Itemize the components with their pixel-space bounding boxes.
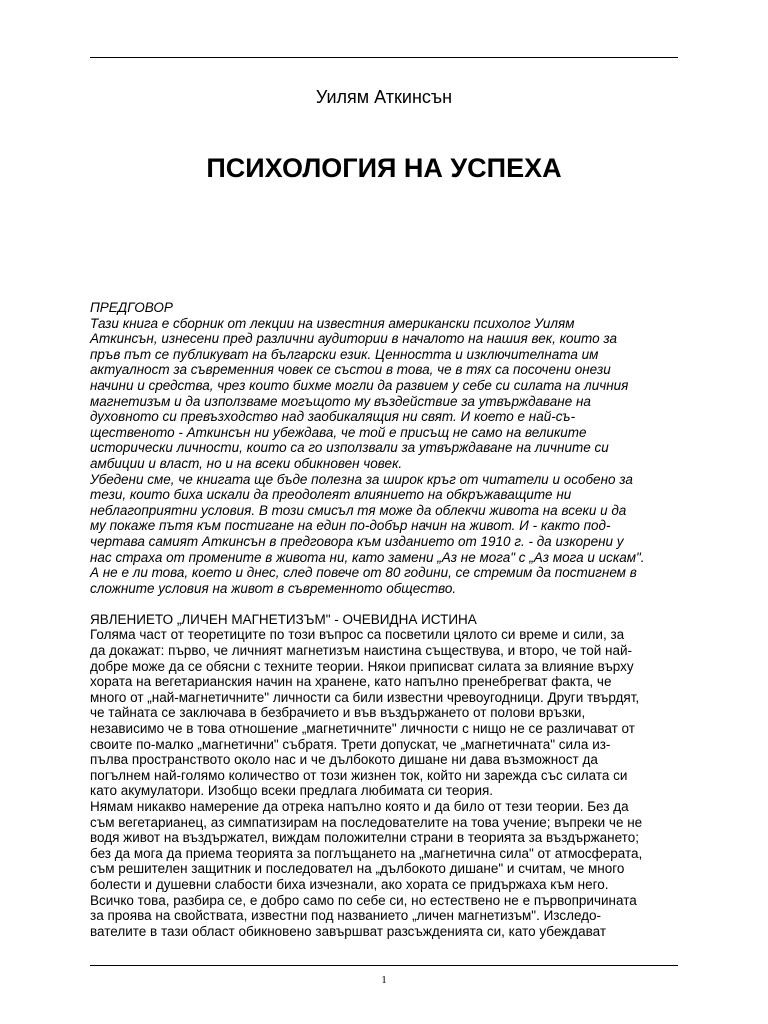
preface-text-line: нас страха от промените в живота ни, като замени „Аз не мога" с „Аз мога и искам". — [90, 549, 645, 565]
preface-text-line: начини и средства, чрез които бихме могли да развием у себе си силата на личния — [90, 377, 629, 393]
preface-text-line: исторически личности, които са го използвали за утвърждаване на личните си — [90, 440, 609, 456]
section-gap — [90, 596, 682, 612]
preface-text-line: амбиции и власт, но и на всеки обикновен човек. — [90, 455, 403, 471]
chapter-text-line: хората на вегетарианския начин на хранене, като напълно пренебрегват факта, че — [90, 674, 612, 690]
preface-heading: ПРЕДГОВОР — [90, 300, 173, 315]
preface-text-line: сложните условия на живот в съвременното общество. — [90, 580, 457, 596]
chapter-text-line: за проява на свойствата, известни под названието „личен магнетизъм". Изследо- — [90, 908, 602, 924]
chapter-text-line: независимо че в това отношение „магнетичните" личности с нищо не се различават от — [90, 721, 635, 737]
chapter-text-line: погълнем най-голямо количество от този жизнен ток, който ни зарежда със силата си — [90, 767, 628, 783]
body-text — [90, 300, 682, 939]
preface-text-line: чертава самият Аткинсън в предговора към изданието от 1910 г. - да изкорени у — [90, 533, 624, 549]
chapter-text-line: водя живот на въздържател, виждам положителни страни в теорията за въздържането; — [90, 830, 639, 846]
preface-text-line: му покаже пътя към постигане на един по-добър начин на живот. И - както под- — [90, 518, 611, 534]
author-name: Уилям Аткинсън — [315, 87, 453, 107]
chapter-text-line: своите по-малко „магнетични" събратя. Трети допускат, че „магнетичната" сила из- — [90, 736, 611, 752]
chapter-section — [90, 612, 682, 939]
preface-text-line: Аткинсън, изнесени пред различни аудитории в началото на нашия век, които за — [90, 331, 617, 347]
preface-text-line: Убедени сме, че книгата ще бъде полезна за широк кръг от читатели и особено за — [90, 471, 633, 487]
header-rule — [90, 57, 678, 58]
chapter-text-line: добре може да се обясни с техните теории. Някои приписват силата за влияние върху — [90, 658, 634, 674]
preface-text-line: актуалност за съвременния човек се състои в това, че в тях са посочени онези — [90, 362, 611, 378]
preface-text-line: пръв път се публикуват на български език. Ценността и изключителната им — [90, 346, 599, 362]
preface-text-line: щественото - Аткинсън ни убеждава, че той е присъщ не само на великите — [90, 424, 587, 440]
chapter-text-line: съм решителен защитник и последовател на „дълбокото дишане" и считам, че много — [90, 861, 625, 877]
preface-section — [90, 300, 682, 596]
chapter-text-line: Всичко това, разбира се, е добро само по себе си, но естествено не е първопричината — [90, 892, 637, 908]
chapter-text-line: да докажат: първо, че личният магнетизъм наистина съществува, и второ, че той най- — [90, 643, 633, 659]
chapter-text-line: без да мога да приема теорията за поглъщането на „магнетична сила" от атмосферата, — [90, 845, 643, 861]
preface-text-line: тези, които биха искали да преодолеят влиянието на обкръжаващите ни — [90, 487, 572, 503]
preface-text-line: магнетизъм и да използваме могъщото му въздействие за утвърждаване на — [90, 393, 591, 409]
chapter-text-line: болести и душевни слабости биха изчезнали, ако хората се придържаха към него. — [90, 876, 609, 892]
chapter-text-line: като акумулатори. Изобщо всеки предлага любимата си теория. — [90, 783, 494, 799]
chapter-text-line: пълва пространството около нас и че дълбокото дишане ни дава възможност да — [90, 752, 598, 768]
chapter-text-line: много от „най-магнетичните" личности са били известни чревоугодници. Други твърдят, — [90, 689, 640, 705]
chapter-text-line: Голяма част от теоретиците по този въпрос са посветили цялото си време и сили, за — [90, 627, 625, 643]
chapter-heading: ЯВЛЕНИЕТО „ЛИЧЕН МАГНЕТИЗЪМ" - ОЧЕВИДНА ИСТИНА — [90, 611, 477, 627]
book-title: ПСИХОЛОГИЯ НА УСПЕХА — [206, 153, 562, 183]
preface-text-line: неблагоприятни условия. В този смисъл тя може да облекчи живота на всеки и да — [90, 502, 627, 518]
chapter-text-line: вателите в тази област обикновено завършват разсъжденията си, като убеждават — [90, 923, 607, 939]
preface-text-line: духовното си превъзходство над заобикалящия ни свят. И което е най-съ- — [90, 409, 576, 425]
footer-rule — [90, 965, 678, 966]
preface-text-line: А не е ли това, което и днес, след повече от 80 години, се стремим да постигнем в — [90, 565, 637, 581]
chapter-text-line: че тайната се заключава в безбрачието и във въздържането от полови връзки, — [90, 705, 586, 721]
chapter-text-line: съм вегетарианец, аз симпатизирам на последователите на това учение; въпреки че не — [90, 814, 643, 830]
preface-text-line: Тази книга е сборник от лекции на известния американски психолог Уилям — [90, 315, 575, 331]
page-number: 1 — [381, 974, 387, 986]
chapter-text-line: Нямам никакво намерение да отрека напълно която и да било от тези теории. Без да — [90, 799, 629, 814]
